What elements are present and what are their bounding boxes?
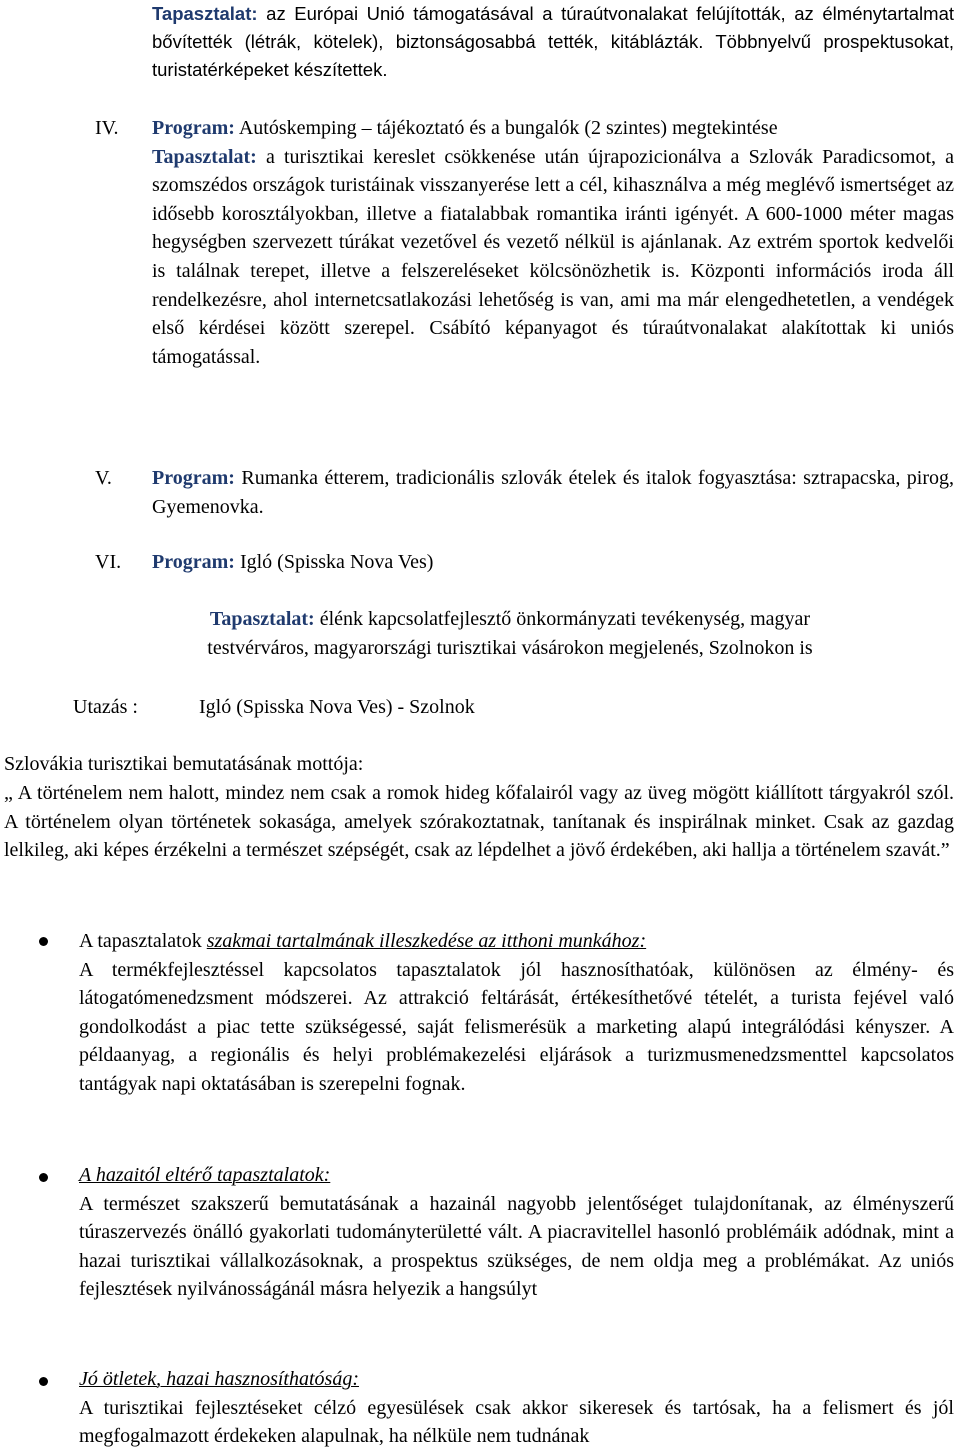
- top-experience-text: az Európai Unió támogatásával a túraútvonalakat felújították, az élménytartalmat bővítették (létrák, kötelek), biztonságosabbá tették, kitáblázták. Többnyelvű prospektusokat, turistatérképeket készítettek.: [152, 3, 955, 80]
- bullet-3-block: [79, 1365, 954, 1451]
- program-v-text: Rumanka étterem, tradicionális szlovák ételek és italok fogyasztása: sztrapacska, pirog, Gyemenovka.: [152, 467, 955, 518]
- bullet-2-block: [79, 1161, 954, 1304]
- program-vi-label: Program:: [152, 551, 235, 573]
- motto-title: Szlovákia turisztikai bemutatásának mottója:: [4, 753, 364, 775]
- bullet-2-heading: A hazaitól eltérő tapasztalatok:: [79, 1164, 331, 1186]
- program-vi-experience-label: Tapasztalat:: [209, 608, 315, 630]
- program-vi-experience-line-2: testvérváros, magyarországi turisztikai vásárokon megjelenés, Szolnokon is: [207, 637, 813, 659]
- program-vi-block: [152, 548, 954, 577]
- program-vi-number: VI.: [95, 551, 122, 573]
- travel-value: Igló (Spisska Nova Ves) - Szolnok: [199, 696, 475, 718]
- bullet-1-text: A termékfejlesztéssel kapcsolatos tapasztalatok jól hasznosíthatóak, különösen az élmény- és látogatómenedzsment módszerei. Az attrakció feltárását, értékesíthetővé tételét, a turista fejével való gondolkodást a piac tette szükségessé, saját felismerésük a marketing alapú integrálódási kényszer. A példaanyag, a regionális és helyi problémakezelési eljárások a turizmusmenedzsmenttel kapcsolatos tantágyak napi oktatásában is szerepelni fognak.: [79, 958, 954, 1095]
- program-iv-experience-label: Tapasztalat:: [152, 145, 257, 168]
- program-iv-number: IV.: [95, 117, 119, 139]
- bullet-1-heading: [79, 927, 954, 956]
- bullet-3-dot: [39, 1377, 48, 1386]
- motto-quote: „ A történelem nem halott, mindez nem csak a romok hideg kőfalairól vagy az üveg mögött kiállított tárgyakról szól. A történelem olyan történetek sokasága, amelyek szórakoztatnak, tanítanak és inspirálnak minket. Csak az gazdag lelkileg, aki képes érzékelni a természet szépségét, csak az lépdelhet a jövő érdekében, aki hallja a történelem szavát.”: [4, 782, 954, 862]
- program-v-label: Program:: [152, 467, 235, 489]
- program-iv-block: [152, 114, 954, 371]
- top-experience-paragraph: [152, 0, 954, 84]
- bullet-3-text: A turisztikai fejlesztéseket célzó egyesülések csak akkor sikeresek és tartósak, ha a felismert és jól megfogalmazott érdekeken alapulnak, ha nélküle nem tudnának: [79, 1396, 954, 1448]
- program-vi-experience-line-1: [0, 605, 960, 634]
- bullet-1-block: [79, 927, 954, 1099]
- bullet-1-heading-plain: A tapasztalatok: [79, 930, 202, 952]
- bullet-2-dot: [39, 1173, 48, 1182]
- program-vi-text: Igló (Spisska Nova Ves): [239, 551, 434, 573]
- bullet-1-dot: [39, 937, 48, 946]
- top-experience-label: Tapasztalat:: [152, 3, 258, 24]
- program-v-block: [152, 464, 954, 521]
- program-iv-label: Program:: [152, 117, 235, 139]
- program-iv-experience-text: a turisztikai kereslet csökkenése után újrapozicionálva a Szlovák Paradicsomot, a szomszédos országok turistáinak visszanyerése lett a cél, kihasználva a még meglévő ismertséget az idősebb korosztályokban, illetve a fiatalabbak romantika iránti igényét.: [152, 145, 955, 225]
- bullet-3-heading: Jó ötletek, hazai hasznosíthatóság:: [79, 1368, 359, 1390]
- program-iv-title-line: [152, 114, 954, 143]
- program-vi-experience-text-1: élénk kapcsolatfejlesztő önkormányzati tevékenység, magyar: [319, 608, 811, 630]
- program-iv-body: [152, 143, 954, 372]
- travel-label: Utazás :: [73, 696, 138, 718]
- program-v-number: V.: [95, 467, 112, 489]
- bullet-1-heading-italic: szakmai tartalmának illeszkedése az itthoni munkához:: [206, 930, 647, 952]
- bullet-2-text: A természet szakszerű bemutatásának a hazainál nagyobb jelentőséget tulajdonítanak, az élményszerű túraszervezés önálló gyakorlati tudományterületté vált. A piacravitellel hasonló problémáik adódnak, mint a hazai turisztikai vállalkozásoknak, a prospektus szükséges, de nem oldja meg a problémákat. Az uniós fejlesztések nyilvánosságánál másra helyezik a hangsúlyt: [79, 1192, 954, 1301]
- program-iv-text: A 600-1000 méter magas hegységben szervezett túrákat vezetővel és vezető nélkül is ajánlanak. Az extrém sportok kedvelői is találnak terepet, illetve a felszereléseket kölcsönözhetik is. Központi információs iroda áll rendelkezésre, ahol internetcsatlakozási lehetőség is van, ami ma már elengedhetetlen, a vendégek első kérdései között szerepel. Csábító képanyagot és túraútvonalakat alakítottak ki uniós támogatással.: [152, 202, 954, 368]
- program-iv-title: Autóskemping – tájékoztató és a bungalók (2 szintes) megtekintése: [238, 117, 778, 139]
